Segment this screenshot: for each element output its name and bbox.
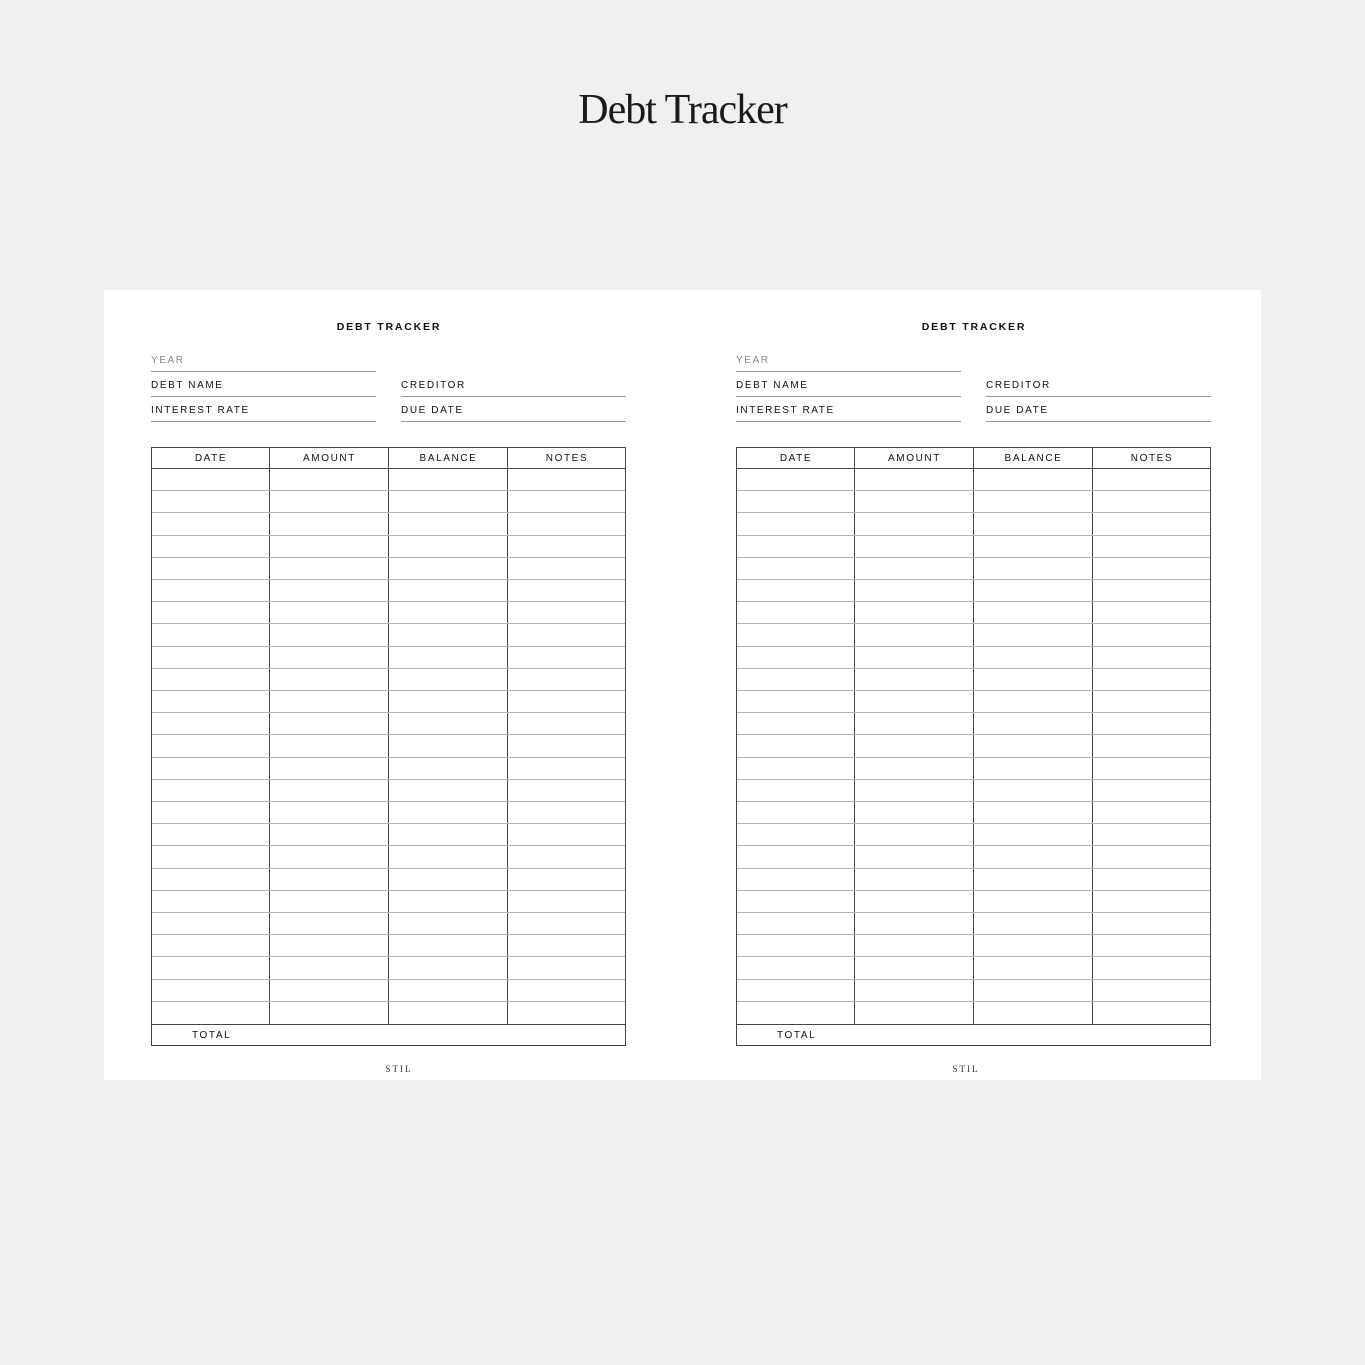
table-row: [152, 690, 625, 691]
page-title: DEBT TRACKER: [921, 321, 1027, 333]
column-header-balance: BALANCE: [419, 453, 478, 464]
table-row: [737, 623, 1210, 624]
table-row: [737, 557, 1210, 558]
total-label: TOTAL: [777, 1030, 817, 1041]
table-row: [737, 779, 1210, 780]
year-field[interactable]: [151, 349, 376, 372]
total-row[interactable]: [737, 1024, 1210, 1045]
creditor-label: CREDITOR: [401, 380, 466, 391]
table-row: [152, 845, 625, 846]
table-row: [737, 845, 1210, 846]
planner-spread: [104, 290, 1261, 1080]
table-row: [737, 934, 1210, 935]
table-row: [152, 934, 625, 935]
table-row: [737, 668, 1210, 669]
column-header-notes: NOTES: [545, 453, 589, 464]
table-row: [152, 801, 625, 802]
table-row: [152, 1001, 625, 1002]
table-row: [152, 579, 625, 580]
column-header-date: DATE: [194, 453, 228, 464]
table-row: [737, 579, 1210, 580]
column-header-date: DATE: [779, 453, 813, 464]
table-row: [152, 490, 625, 491]
table-row: [152, 646, 625, 647]
creditor-field[interactable]: [986, 374, 1211, 397]
table-row: [737, 512, 1210, 513]
table-row: [152, 512, 625, 513]
brand-logo: STIL: [952, 1064, 980, 1074]
year-field[interactable]: [736, 349, 961, 372]
table-row: [737, 535, 1210, 536]
table-row: [152, 890, 625, 891]
table-row: [737, 1001, 1210, 1002]
table-row: [737, 490, 1210, 491]
table-row: [152, 757, 625, 758]
debt-table: [151, 447, 626, 1046]
tracker-page-right: [736, 290, 1212, 1080]
interest-rate-field[interactable]: [736, 399, 961, 422]
column-header-amount: AMOUNT: [888, 453, 941, 464]
creditor-field[interactable]: [401, 374, 626, 397]
year-label: YEAR: [736, 355, 770, 366]
table-row: [152, 712, 625, 713]
debt-name-label: DEBT NAME: [151, 380, 224, 391]
table-row: [152, 734, 625, 735]
debt-name-label: DEBT NAME: [736, 380, 809, 391]
table-row: [152, 668, 625, 669]
table-row: [737, 868, 1210, 869]
table-row: [737, 690, 1210, 691]
table-row: [737, 890, 1210, 891]
due-date-field[interactable]: [986, 399, 1211, 422]
tracker-page-left: [151, 290, 627, 1080]
table-row: [152, 601, 625, 602]
table-row: [152, 956, 625, 957]
column-header-balance: BALANCE: [1004, 453, 1063, 464]
due-date-label: DUE DATE: [401, 405, 464, 416]
table-row: [152, 557, 625, 558]
interest-rate-field[interactable]: [151, 399, 376, 422]
page-heading: Debt Tracker: [578, 87, 787, 133]
table-row: [737, 734, 1210, 735]
table-row: [152, 779, 625, 780]
table-row: [152, 535, 625, 536]
total-row[interactable]: [152, 1024, 625, 1045]
column-header-amount: AMOUNT: [303, 453, 356, 464]
table-row: [152, 823, 625, 824]
column-header-notes: NOTES: [1130, 453, 1174, 464]
page-title: DEBT TRACKER: [336, 321, 442, 333]
debt-name-field[interactable]: [151, 374, 376, 397]
table-row: [152, 912, 625, 913]
interest-rate-label: INTEREST RATE: [736, 405, 835, 416]
brand-logo: STIL: [385, 1064, 413, 1074]
table-row: [737, 801, 1210, 802]
table-row: [152, 623, 625, 624]
interest-rate-label: INTEREST RATE: [151, 405, 250, 416]
table-row: [737, 979, 1210, 980]
table-row: [737, 956, 1210, 957]
table-row: [737, 601, 1210, 602]
table-row: [737, 646, 1210, 647]
table-row: [152, 868, 625, 869]
table-row: [737, 757, 1210, 758]
debt-table: [736, 447, 1211, 1046]
year-label: YEAR: [151, 355, 185, 366]
debt-name-field[interactable]: [736, 374, 961, 397]
table-row: [737, 712, 1210, 713]
total-label: TOTAL: [192, 1030, 232, 1041]
table-row: [737, 823, 1210, 824]
due-date-label: DUE DATE: [986, 405, 1049, 416]
table-row: [152, 979, 625, 980]
creditor-label: CREDITOR: [986, 380, 1051, 391]
due-date-field[interactable]: [401, 399, 626, 422]
table-row: [737, 912, 1210, 913]
